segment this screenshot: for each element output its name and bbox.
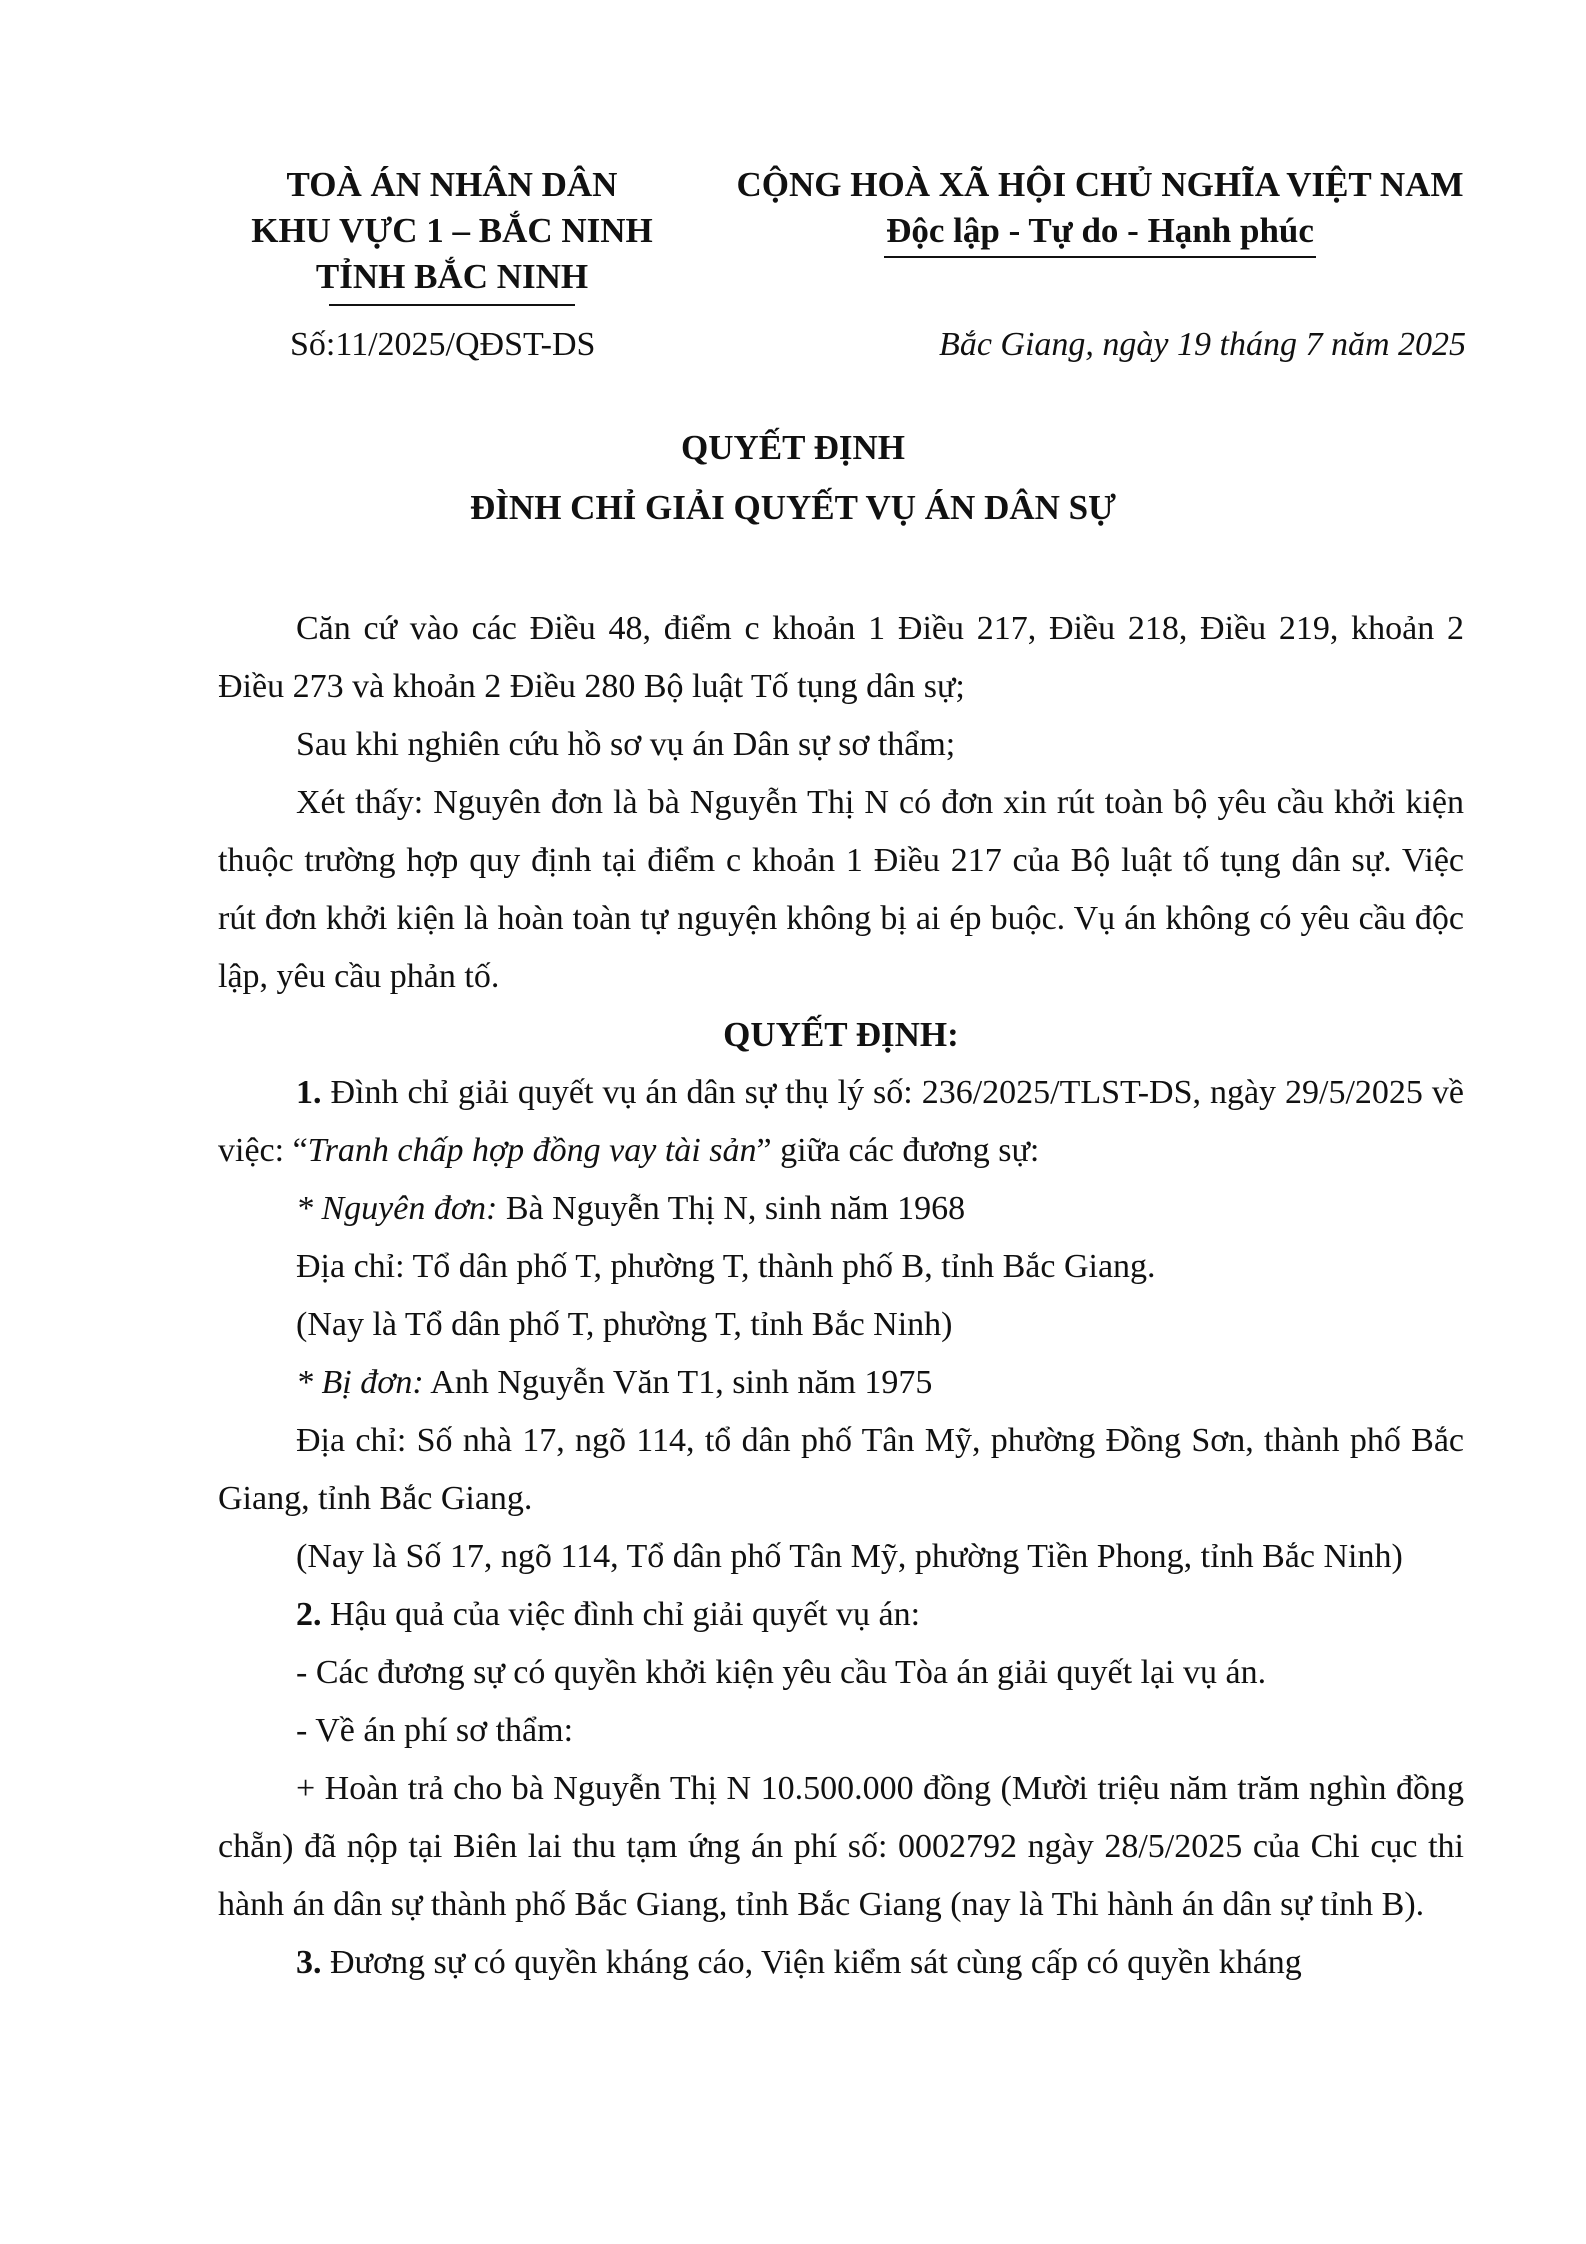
decision-item-2 <box>218 1586 1464 1644</box>
document-number: Số:11/2025/QĐST-DS <box>290 326 596 363</box>
nation-title: CỘNG HOÀ XÃ HỘI CHỦ NGHĨA VIỆT NAM <box>736 165 1464 204</box>
item-2-text: Hậu quả của việc đình chỉ giải quyết vụ án: <box>321 1596 921 1633</box>
case-name: Tranh chấp hợp đồng vay tài sản <box>307 1132 757 1169</box>
document-body <box>218 600 1464 1992</box>
item-3-text: Đương sự có quyền kháng cáo, Viện kiểm sát cùng cấp có quyền kháng <box>321 1944 1302 1981</box>
plaintiff-address-now: (Nay là Tổ dân phố T, phường T, tỉnh Bắc Ninh) <box>296 1306 953 1343</box>
defendant-label: * Bị đơn: <box>296 1364 424 1401</box>
document-date: Bắc Giang, ngày 19 tháng 7 năm 2025 <box>939 326 1466 363</box>
court-name-line3: TỈNH BẮC NINH <box>315 257 589 296</box>
court-name-line2: KHU VỰC 1 – BẮC NINH <box>251 211 653 250</box>
document-subtitle: ĐÌNH CHỈ GIẢI QUYẾT VỤ ÁN DÂN SỰ <box>470 488 1116 527</box>
considering-paragraph: Xét thấy: Nguyên đơn là bà Nguyễn Thị N có đơn xin rút toàn bộ yêu cầu khởi kiện thuộc trường hợp quy định tại điểm c khoản 1 Điều 217 của Bộ luật tố tụng dân sự. Việc rút đơn khởi kiện là hoàn toàn tự nguyện không bị ai ép buộc. Vụ án không có yêu cầu độc lập, yêu cầu phản tố. <box>218 784 1464 995</box>
national-header <box>710 162 1490 258</box>
document-title: QUYẾT ĐỊNH <box>681 428 905 467</box>
study-statement: Sau khi nghiên cứu hồ sơ vụ án Dân sự sơ thẩm; <box>296 726 956 763</box>
defendant-address: Địa chỉ: Số nhà 17, ngõ 114, tổ dân phố Tân Mỹ, phường Đồng Sơn, thành phố Bắc Giang, tỉnh Bắc Giang. <box>218 1422 1464 1517</box>
item-1-number: 1. <box>296 1074 322 1111</box>
defendant-address-now: (Nay là Số 17, ngõ 114, Tổ dân phố Tân Mỹ, phường Tiền Phong, tỉnh Bắc Ninh) <box>296 1538 1403 1575</box>
defendant-name: Anh Nguyễn Văn T1, sinh năm 1975 <box>423 1364 933 1401</box>
decision-item-3 <box>218 1934 1464 1992</box>
plaintiff-label: * Nguyên đơn: <box>296 1190 498 1227</box>
item-1-text-b: ” giữa các đương sự: <box>756 1132 1040 1169</box>
court-name-line1: TOÀ ÁN NHÂN DÂN <box>286 165 618 204</box>
defendant-line <box>218 1354 1464 1412</box>
item-2-point-a: - Các đương sự có quyền khởi kiện yêu cầu Tòa án giải quyết lại vụ án. <box>296 1654 1267 1691</box>
item-3-number: 3. <box>296 1944 322 1981</box>
nation-motto: Độc lập - Tự do - Hạnh phúc <box>884 208 1316 258</box>
legal-basis: Căn cứ vào các Điều 48, điểm c khoản 1 Điều 217, Điều 218, Điều 219, khoản 2 Điều 273 và khoản 2 Điều 280 Bộ luật Tố tụng dân sự; <box>218 610 1464 705</box>
plaintiff-address: Địa chỉ: Tổ dân phố T, phường T, thành phố B, tỉnh Bắc Giang. <box>296 1248 1156 1285</box>
fee-refund: + Hoàn trả cho bà Nguyễn Thị N 10.500.000 đồng (Mười triệu năm trăm nghìn đồng chẵn) đã nộp tại Biên lai thu tạm ứng án phí số: 0002792 ngày 28/5/2025 của Chi cục thi hành án dân sự thành phố Bắc Giang, tỉnh Bắc Giang (nay là Thi hành án dân sự tỉnh B). <box>218 1770 1464 1923</box>
court-header <box>222 162 682 306</box>
item-2-number: 2. <box>296 1596 322 1633</box>
plaintiff-name: Bà Nguyễn Thị N, sinh năm 1968 <box>497 1190 966 1227</box>
item-2-point-b: - Về án phí sơ thẩm: <box>296 1712 574 1749</box>
plaintiff-line <box>218 1180 1464 1238</box>
item-1-text-a: Đình chỉ giải quyết vụ án dân sự thụ lý số: 236/2025/TLST-DS, ngày 29/5/2025 về việc: “ <box>218 1074 1464 1169</box>
decision-heading: QUYẾT ĐỊNH: <box>723 1015 959 1054</box>
court-header-underline <box>329 304 575 306</box>
decision-item-1 <box>218 1064 1464 1180</box>
